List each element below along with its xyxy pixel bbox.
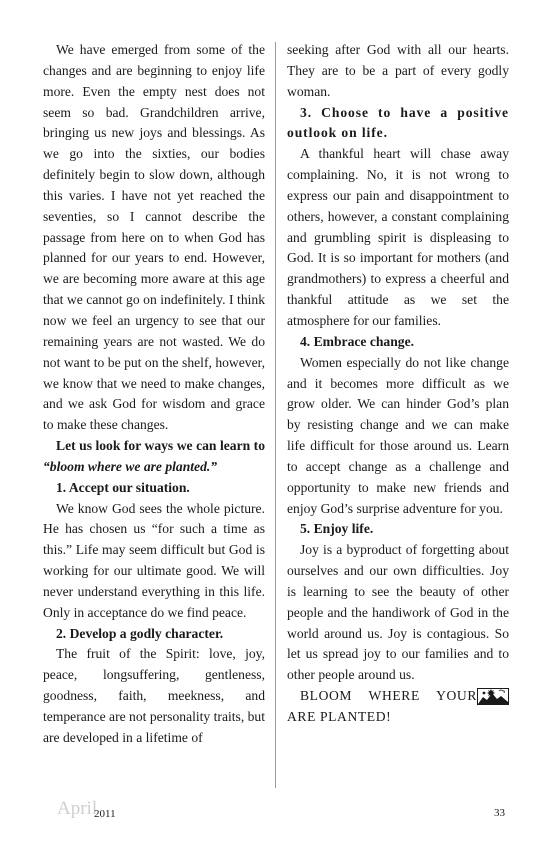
continuation-paragraph: seeking after God with all our hearts. They are to be a part of every godly woman. bbox=[287, 42, 509, 99]
page-number: 33 bbox=[494, 807, 505, 819]
point5-text: Joy is a byproduct of forgetting about ourselves and our own difficulties. Joy is learning to see the beauty of other people and the handiwork of God in the world around us. Joy is contagious. So let us spread joy to our families and to other people around us. bbox=[287, 542, 509, 683]
point3-text: A thankful heart will chase away complaining. No, it is not wrong to express our pain and disappointment to others, however, a constant complaining and grumbling spirit is displeasing to God. It is so important for mothers (and grandmothers) to express a cheerful and thankful attitude as we set the atmosphere for our families. bbox=[287, 146, 509, 328]
point2-heading: 2. Develop a godly character. bbox=[56, 625, 224, 641]
point5-heading: 5. Enjoy life. bbox=[300, 521, 374, 537]
landscape-ornament-icon bbox=[477, 688, 509, 705]
point2-text: The fruit of the Spirit: love, joy, peace, longsuffering, gentleness, goodness, faith, meekness, and temperance are not personality traits, but are developed in a lifetime of bbox=[43, 646, 265, 745]
left-column bbox=[43, 40, 265, 749]
lead-in-text: Let us look for ways we can learn to bbox=[56, 438, 265, 454]
point1-heading: 1. Accept our situation. bbox=[56, 479, 190, 495]
point3-heading: 3. Choose to have a positive outlook on life. bbox=[287, 104, 509, 141]
column-divider bbox=[275, 42, 276, 788]
point4-text: Women especially do not like change and it becomes more difficult as we grow older. We can hinder God’s plan by resisting change and we can make life difficult for those around us. Learn to accept change as a challenge and opportunity to make new friends and enjoy God’s surprise adventure for you. bbox=[287, 354, 509, 516]
lead-in-paragraph bbox=[43, 436, 265, 478]
closing-text: BLOOM WHERE YOUR ARE PLANTED! bbox=[287, 688, 477, 724]
closing-line bbox=[287, 686, 509, 728]
footer-month: April bbox=[57, 798, 98, 819]
point4-heading: 4. Embrace change. bbox=[300, 333, 415, 349]
lead-in-quote: “bloom where we are planted.” bbox=[43, 458, 218, 474]
intro-paragraph: We have emerged from some of the changes and are beginning to enjoy life more. Even the empty nest does not seem so bad. Grandchildren arrive, bringing us new joys and blessings. As we go into the sixties, our bodies definitely begin to slow down, although this varies. I have not yet reached the seventies, so I cannot describe the passage from here on to when God has planned for our years to end. However, we are becoming more aware at this age that we cannot go on indefinitely. I think now we feel an urgency to see that our remaining years are not wasted. We do not want to be put on the shelf, however, we know that we need to make changes, and we ask God for wisdom and grace to make these changes. bbox=[43, 42, 265, 433]
point1-text: We know God sees the whole picture. He has chosen us “for such a time as this.” Life may seem difficult but God is working for our ultimate good. We will never understand everything in this life. Only in acceptance do we find peace. bbox=[43, 500, 265, 620]
footer-year: 2011 bbox=[94, 808, 116, 820]
right-column bbox=[287, 40, 509, 728]
